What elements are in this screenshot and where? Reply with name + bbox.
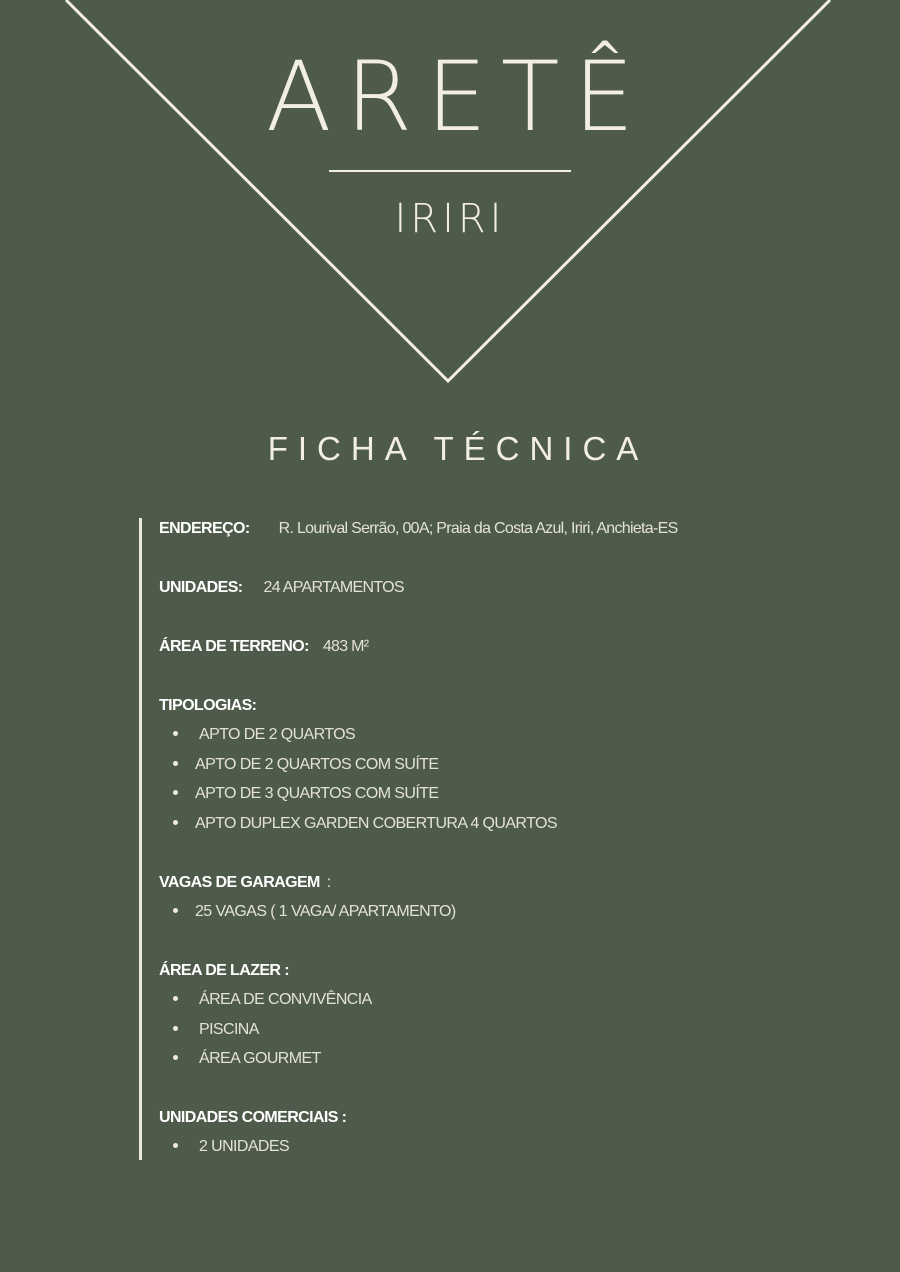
commercial-label: UNIDADES COMERCIAIS : bbox=[159, 1109, 347, 1126]
parking-list bbox=[159, 897, 456, 927]
typologies-row bbox=[159, 695, 256, 717]
leisure-row bbox=[159, 960, 289, 982]
units-value: 24 APARTAMENTOS bbox=[263, 579, 404, 596]
parking-colon: : bbox=[326, 874, 331, 891]
list-item: APTO DE 2 QUARTOS bbox=[159, 720, 557, 750]
commercial-list bbox=[159, 1132, 289, 1162]
brand-divider bbox=[329, 170, 571, 172]
list-item: 25 VAGAS ( 1 VAGA/ APARTAMENTO) bbox=[159, 897, 456, 927]
address-label: ENDEREÇO: bbox=[159, 520, 250, 537]
bullet-dot-icon bbox=[173, 1055, 178, 1060]
land-area-row bbox=[159, 636, 368, 658]
brand-location: IRIRI bbox=[394, 196, 506, 242]
brand-logo-wordmark: ARETÊ bbox=[265, 41, 649, 153]
bullet-dot-icon bbox=[173, 1026, 178, 1031]
land-area-label: ÁREA DE TERRENO: bbox=[159, 638, 309, 655]
list-item: ÁREA GOURMET bbox=[159, 1044, 372, 1074]
spec-list bbox=[139, 518, 759, 1160]
address-row bbox=[159, 518, 678, 540]
land-area-value: 483 M² bbox=[322, 638, 369, 655]
list-item: PISCINA bbox=[159, 1015, 372, 1045]
bullet-dot-icon bbox=[173, 820, 178, 825]
commercial-row bbox=[159, 1107, 346, 1129]
units-label: UNIDADES: bbox=[159, 579, 243, 596]
address-value: R. Lourival Serrão, 00A; Praia da Costa Azul, Iriri, Anchieta-ES bbox=[278, 520, 678, 537]
units-row bbox=[159, 577, 404, 599]
list-item: APTO DUPLEX GARDEN COBERTURA 4 QUARTOS bbox=[159, 809, 557, 839]
parking-row bbox=[159, 872, 331, 894]
bullet-dot-icon bbox=[173, 996, 178, 1001]
parking-label: VAGAS DE GARAGEM bbox=[159, 874, 320, 891]
leisure-label: ÁREA DE LAZER : bbox=[159, 962, 289, 979]
bullet-dot-icon bbox=[173, 908, 178, 913]
typologies-list bbox=[159, 720, 557, 838]
bullet-dot-icon bbox=[173, 790, 178, 795]
bullet-dot-icon bbox=[173, 1143, 178, 1148]
brand-block bbox=[0, 42, 900, 242]
bullet-dot-icon bbox=[173, 761, 178, 766]
list-item: APTO DE 3 QUARTOS COM SUÍTE bbox=[159, 779, 557, 809]
list-item: APTO DE 2 QUARTOS COM SUÍTE bbox=[159, 750, 557, 780]
typologies-label: TIPOLOGIAS: bbox=[159, 697, 257, 714]
section-title: FICHA TÉCNICA bbox=[267, 430, 649, 467]
list-item: 2 UNIDADES bbox=[159, 1132, 289, 1162]
list-item: ÁREA DE CONVIVÊNCIA bbox=[159, 985, 372, 1015]
bullet-dot-icon bbox=[173, 731, 178, 736]
leisure-list bbox=[159, 985, 372, 1074]
